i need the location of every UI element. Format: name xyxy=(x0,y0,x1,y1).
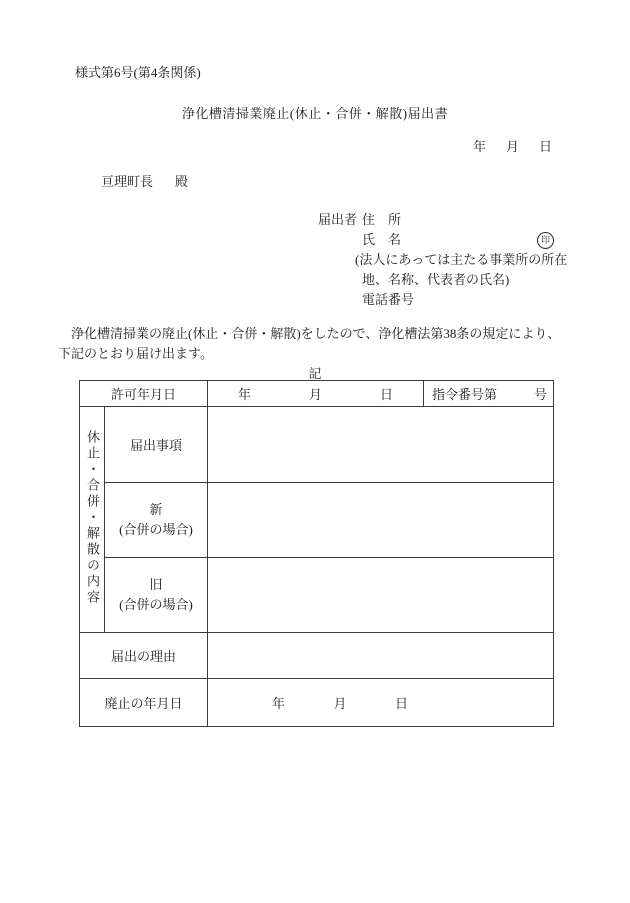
new-label-line-1: 新 xyxy=(149,502,163,517)
new-merger-label xyxy=(105,483,208,558)
abolition-date-label: 廃止の年月日 xyxy=(80,679,208,727)
notified-matters-value-cell xyxy=(208,407,554,483)
notification-table xyxy=(79,380,554,727)
directive-number-cell xyxy=(424,381,554,407)
new-merger-value-cell xyxy=(208,483,554,558)
reason-value-cell xyxy=(208,633,554,679)
name-label: 氏 名 xyxy=(362,232,402,247)
date-line xyxy=(473,136,552,155)
applicant-name-line xyxy=(318,230,556,250)
addressee-honorific: 殿 xyxy=(175,174,189,189)
abolition-month-label: 月 xyxy=(333,696,347,711)
abolition-year-label: 年 xyxy=(272,696,286,711)
permission-month-label: 月 xyxy=(309,387,323,402)
corporate-note-line-1: (法人にあっては主たる事業所の所在 xyxy=(355,252,568,267)
body-paragraph: 浄化槽清掃業の廃止(休止・合併・解散)をしたので、浄化槽法第38条の規定により、下記のとおり届け出ます。 xyxy=(58,326,561,361)
notified-matters-label: 届出事項 xyxy=(105,407,208,483)
form-number: 様式第6号(第4条関係) xyxy=(75,65,201,80)
old-label-line-1: 旧 xyxy=(149,577,163,592)
new-label-line-2: (合併の場合) xyxy=(119,522,193,537)
old-merger-value-cell xyxy=(208,558,554,633)
record-heading: 記 xyxy=(308,366,322,381)
addressee-line xyxy=(101,171,188,190)
reason-label: 届出の理由 xyxy=(80,633,208,679)
directive-number-suffix: 号 xyxy=(534,387,548,402)
corporate-note-line-2: 地、名称、代表者の氏名) xyxy=(362,272,510,287)
permission-day-label: 日 xyxy=(379,387,393,402)
directive-number-prefix: 指令番号第 xyxy=(432,387,498,402)
document-title: 浄化槽清掃業廃止(休止・合併・解散)届出書 xyxy=(181,106,449,121)
permission-date-value-cell xyxy=(208,381,424,407)
address-label: 住 所 xyxy=(362,212,402,227)
old-merger-label xyxy=(105,558,208,633)
phone-label: 電話番号 xyxy=(362,292,415,307)
date-day-label: 日 xyxy=(538,139,552,154)
seal-icon: 印 xyxy=(537,232,554,249)
date-month-label: 月 xyxy=(505,139,519,154)
section-vertical-label: 休止・合併・解散の内容 xyxy=(85,429,100,606)
section-vertical-label-cell xyxy=(80,407,105,633)
addressee-name: 亘理町長 xyxy=(101,174,154,189)
permission-date-label: 許可年月日 xyxy=(80,381,208,407)
applicant-label: 届出者 xyxy=(318,212,358,227)
old-label-line-2: (合併の場合) xyxy=(119,597,193,612)
abolition-day-label: 日 xyxy=(394,696,408,711)
permission-year-label: 年 xyxy=(238,387,252,402)
abolition-date-value-cell xyxy=(208,679,554,727)
applicant-block xyxy=(318,210,568,310)
applicant-address-line xyxy=(318,210,556,230)
date-year-label: 年 xyxy=(472,139,486,154)
